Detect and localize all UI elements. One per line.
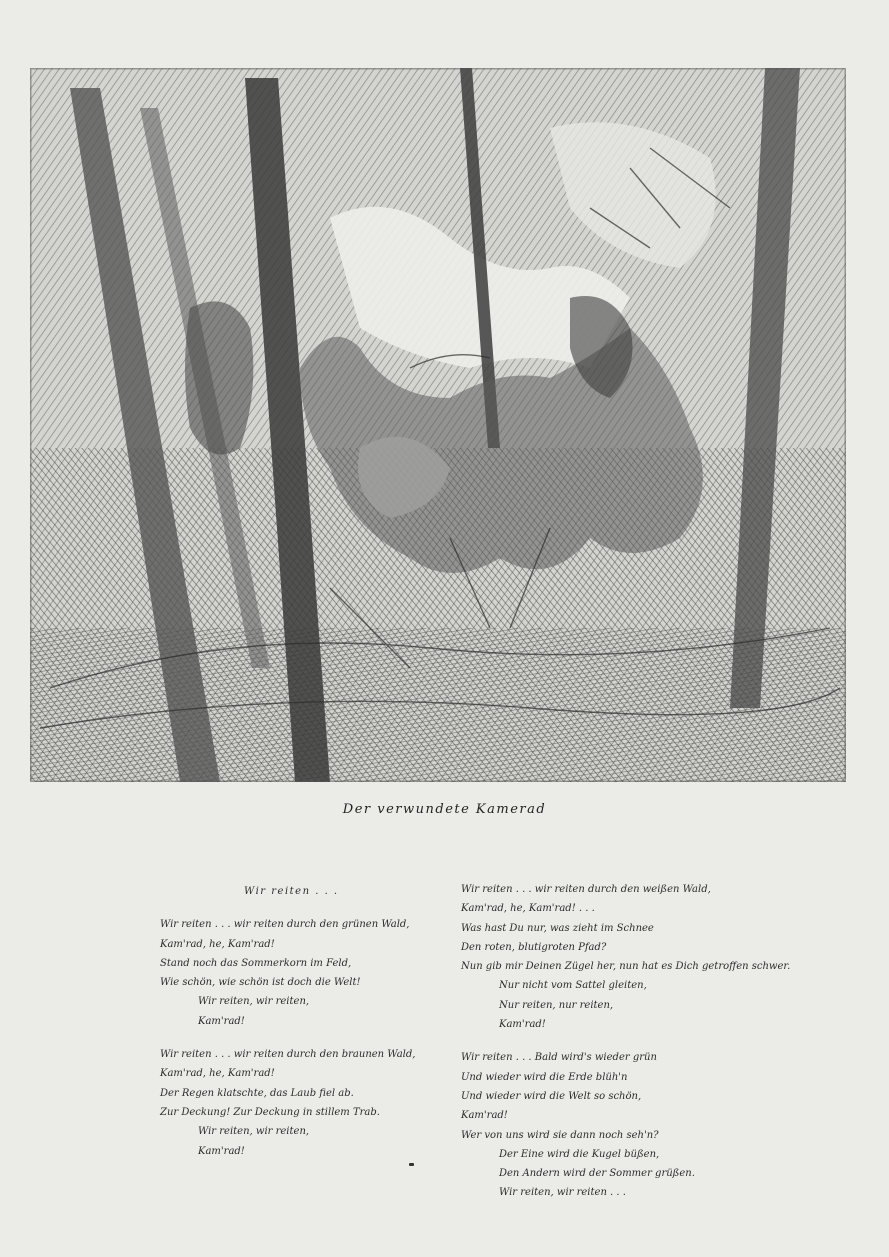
poem-line: Wir reiten . . . wir reiten durch den braunen Wald,: [160, 1049, 416, 1061]
poem-line: Und wieder wird die Erde blüh'n: [461, 1071, 628, 1083]
poem-line: Wir reiten . . . Bald wird's wieder grün: [461, 1052, 657, 1064]
page-mark: [409, 1163, 414, 1166]
poem-line: Nun gib mir Deinen Zügel her, nun hat es Dich getroffen schwer.: [461, 961, 791, 973]
poem-line: Nur nicht vom Sattel gleiten,: [499, 980, 647, 992]
poem-line: Kam'rad!: [499, 1019, 546, 1031]
illustration-caption: Der verwundete Kamerad: [342, 802, 547, 817]
poem-line: Kam'rad, he, Kam'rad!: [160, 1068, 275, 1080]
poem-left-column: [160, 882, 415, 1161]
poem-line: Nur reiten, nur reiten,: [499, 999, 614, 1011]
poem-line: Und wieder wird die Welt so schön,: [461, 1090, 642, 1102]
forest-riders-lithograph-icon: [30, 68, 846, 782]
poem-line: Wir reiten, wir reiten,: [198, 996, 310, 1008]
poem-line: Kam'rad!: [198, 1145, 245, 1157]
poem-line: Den Andern wird der Sommer grüßen.: [499, 1168, 695, 1180]
poem-line: Stand noch das Sommerkorn im Feld,: [160, 957, 352, 969]
poem-line: Zur Deckung! Zur Deckung in stillem Trab.: [160, 1106, 380, 1118]
poem-line: Wie schön, wie schön ist doch die Welt!: [160, 977, 361, 989]
poem-line: Kam'rad!: [461, 1110, 508, 1122]
poem-line: Kam'rad, he, Kam'rad!: [160, 938, 275, 950]
poem-right-column: [461, 880, 790, 1203]
poem-line: Wer von uns wird sie dann noch seh'n?: [461, 1129, 659, 1141]
poem-line: Wir reiten . . . wir reiten durch den grünen Wald,: [160, 919, 410, 931]
poem-line: Der Eine wird die Kugel büßen,: [499, 1148, 660, 1160]
poem-heading: Wir reiten . . .: [244, 886, 339, 897]
poem-line: Wir reiten . . . wir reiten durch den weißen Wald,: [461, 884, 711, 895]
poem-line: Wir reiten, wir reiten . . .: [499, 1187, 626, 1199]
poem-line: Der Regen klatschte, das Laub fiel ab.: [160, 1087, 354, 1099]
poem-line: Kam'rad!: [198, 1015, 245, 1027]
poem-line: Was hast Du nur, was zieht im Schnee: [461, 922, 654, 934]
poem-line: Den roten, blutigroten Pfad?: [461, 941, 607, 953]
lithograph-drawing: [30, 68, 846, 782]
poem-line: Wir reiten, wir reiten,: [198, 1126, 310, 1138]
poem-line: Kam'rad, he, Kam'rad! . . .: [461, 903, 595, 915]
